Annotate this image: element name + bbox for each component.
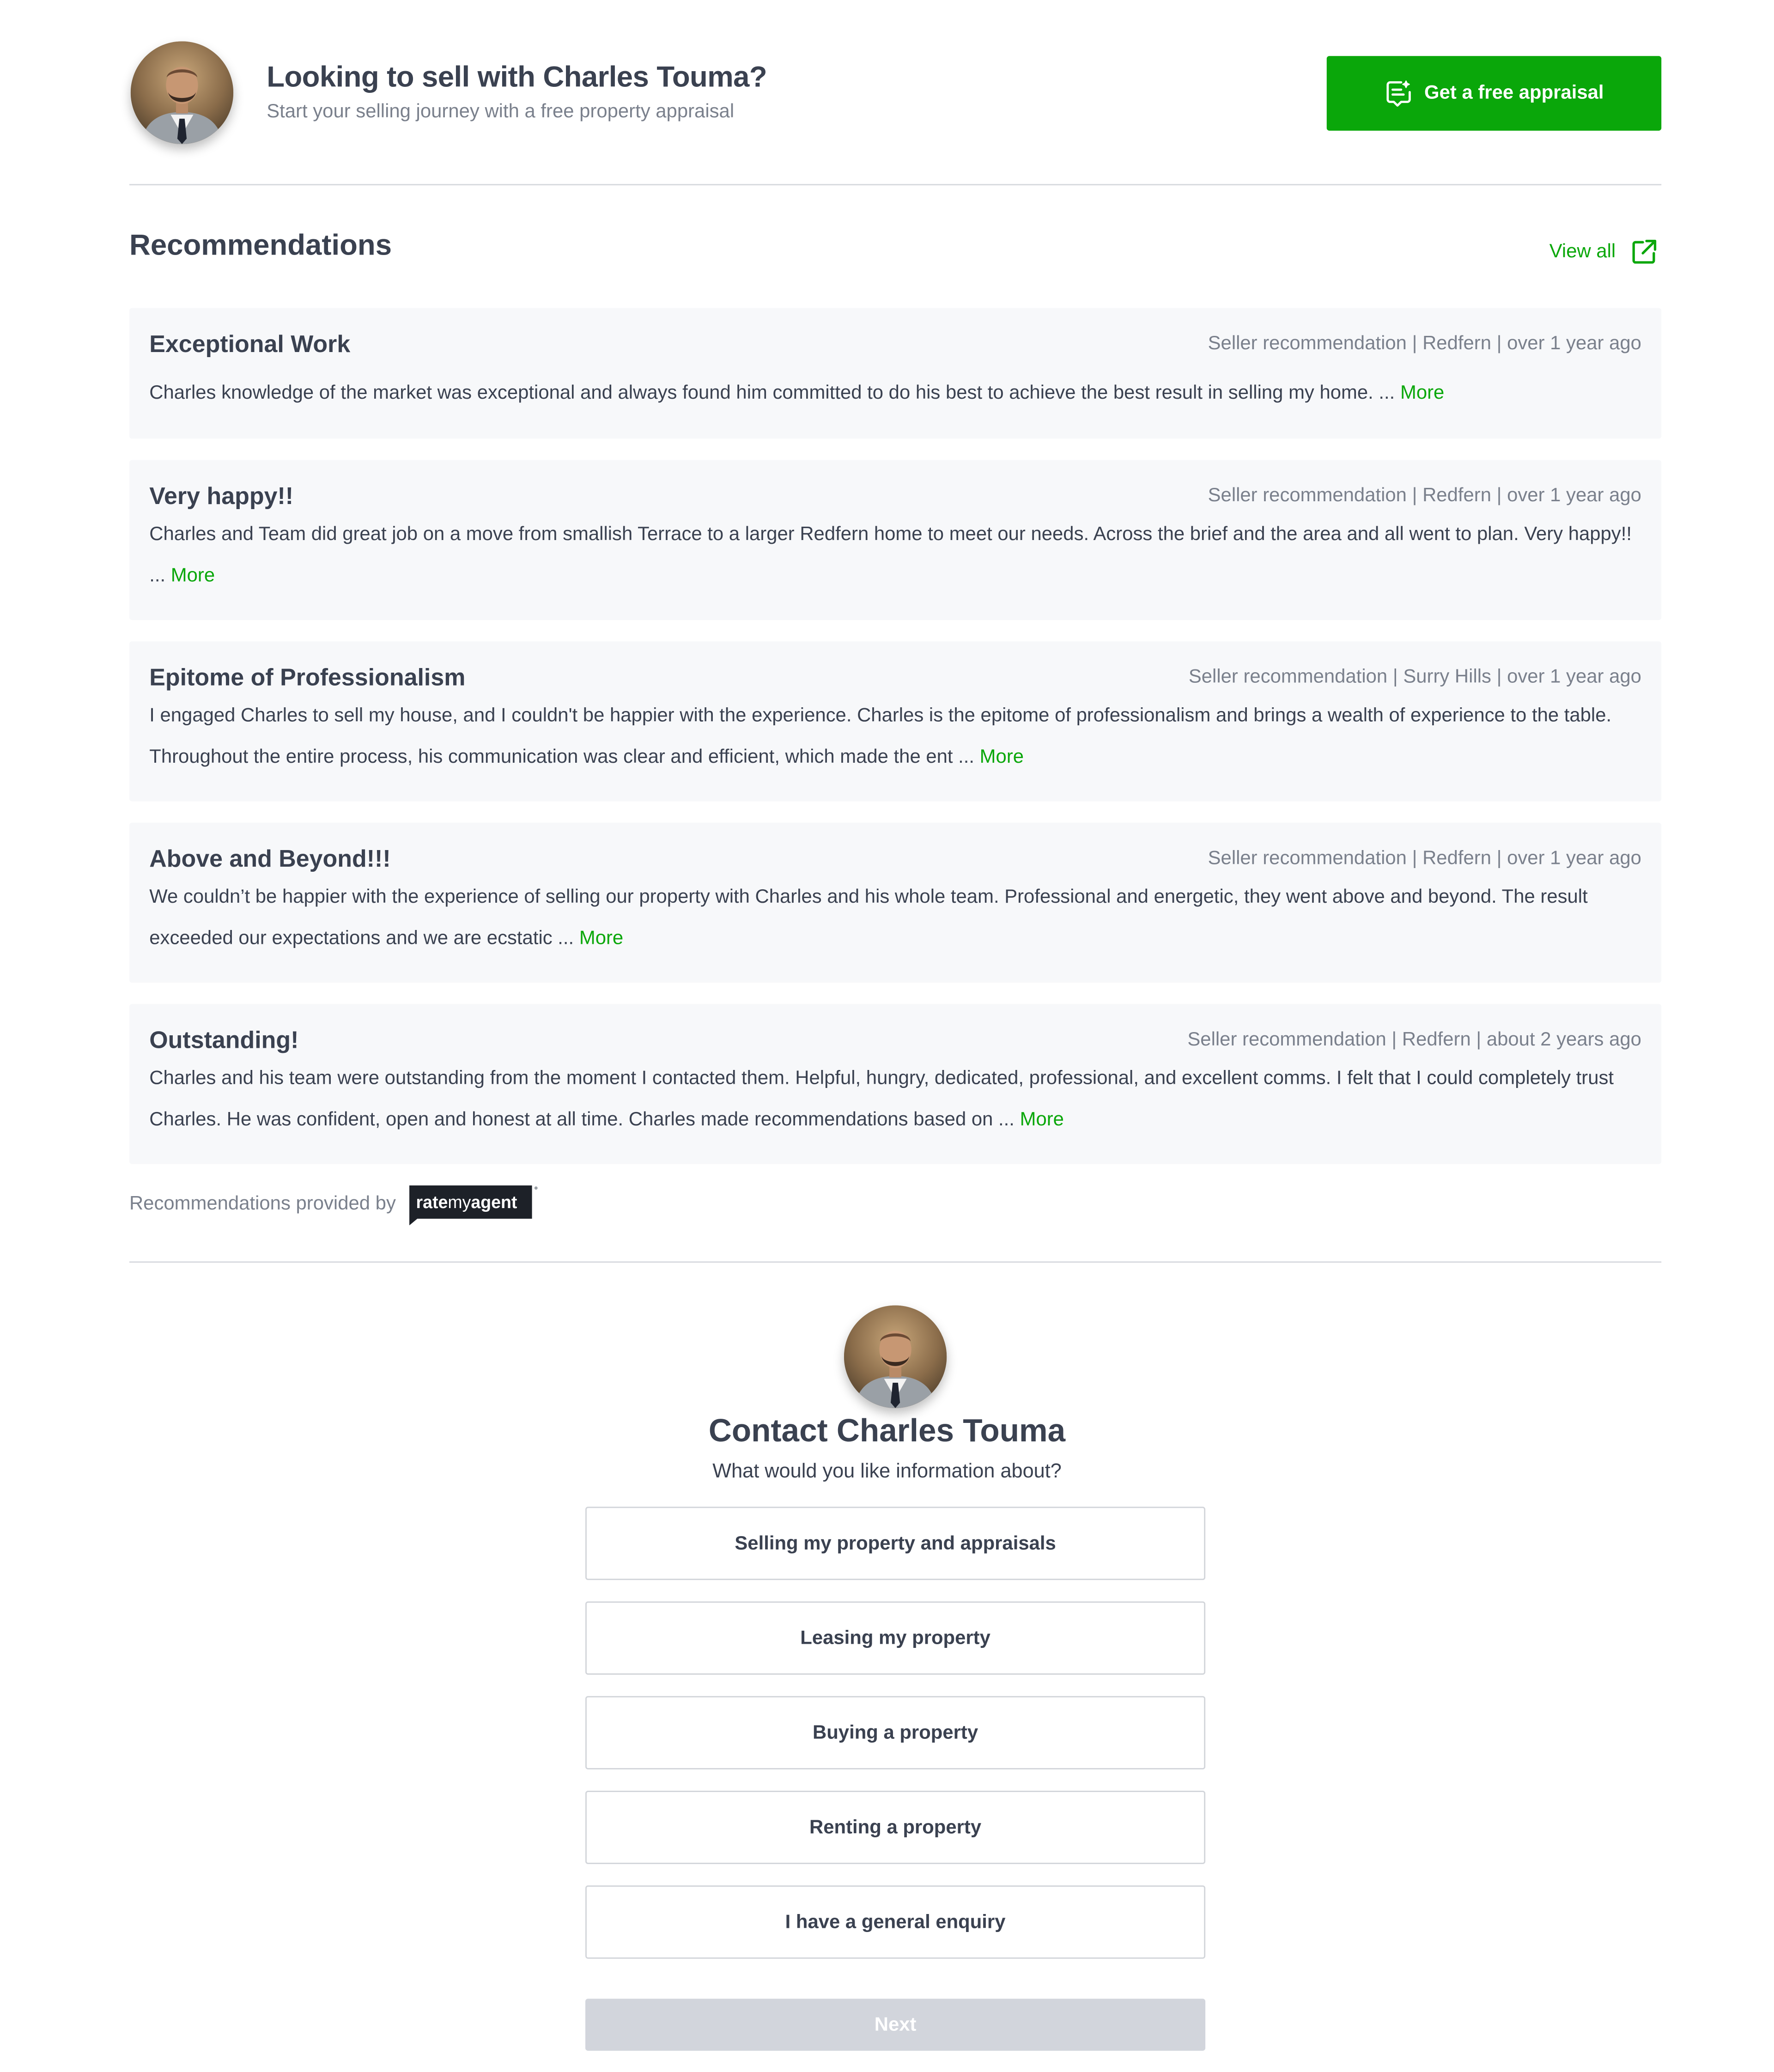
banner-title: Looking to sell with Charles Touma? bbox=[267, 60, 767, 94]
recommendation-text: I engaged Charles to sell my house, and I couldn't be happier with the experience. Charles is the epitome of professionalism and brings a wealth of experience to the table. Throughout the entire process, his communication was clear and efficient, which made the ent ... bbox=[149, 705, 1612, 768]
recommendation-text: Charles and his team were outstanding from the moment I contacted them. Helpful, hungry, dedicated, professional, and excellent comms. I felt that I could completely trust Charles. He was confident, open and honest at all time. Charles made recommendations based on ... bbox=[149, 1068, 1614, 1131]
option-general-enquiry[interactable]: I have a general enquiry bbox=[585, 1885, 1205, 1959]
recommendation-title: Epitome of Professionalism bbox=[149, 664, 466, 691]
more-link[interactable]: More bbox=[1400, 383, 1445, 404]
more-link[interactable]: More bbox=[1020, 1109, 1064, 1131]
logo-part-my: my bbox=[448, 1192, 471, 1212]
recommendation-card bbox=[129, 1004, 1661, 1164]
option-leasing[interactable]: Leasing my property bbox=[585, 1601, 1205, 1675]
recommendation-meta: Seller recommendation | Redfern | over 1 year ago bbox=[1208, 333, 1641, 355]
recommendation-meta: Seller recommendation | Redfern | about 2 years ago bbox=[1187, 1029, 1641, 1051]
more-link[interactable]: More bbox=[979, 747, 1024, 768]
more-link[interactable]: More bbox=[579, 928, 624, 949]
agent-photo bbox=[844, 1306, 947, 1408]
contact-subtitle: What would you like information about? bbox=[712, 1460, 1062, 1483]
appraisal-icon bbox=[1384, 79, 1413, 108]
recommendation-text-block bbox=[149, 877, 1641, 960]
recommendation-card bbox=[129, 460, 1661, 620]
recommendation-text: We couldn’t be happier with the experience of selling our property with Charles and his whole team. Professional and energetic, they went above and beyond. The result exceeded our expectations and we are ecstatic ... bbox=[149, 887, 1588, 949]
recommendation-title: Exceptional Work bbox=[149, 330, 351, 358]
recommendation-meta: Seller recommendation | Redfern | over 1 year ago bbox=[1208, 848, 1641, 869]
recommendation-card bbox=[129, 641, 1661, 801]
next-button[interactable]: Next bbox=[585, 1999, 1205, 2051]
get-free-appraisal-button[interactable] bbox=[1327, 56, 1661, 131]
svg-text:ratemyagent bbox=[416, 1192, 517, 1212]
divider bbox=[129, 184, 1661, 185]
recommendation-card bbox=[129, 823, 1661, 983]
recommendation-title: Above and Beyond!!! bbox=[149, 845, 391, 872]
recommendation-meta: Seller recommendation | Surry Hills | over 1 year ago bbox=[1188, 667, 1641, 688]
contact-title: Contact Charles Touma bbox=[708, 1413, 1066, 1450]
view-all-label: View all bbox=[1549, 241, 1616, 263]
recommendation-meta: Seller recommendation | Redfern | over 1 year ago bbox=[1208, 485, 1641, 507]
view-all-link[interactable] bbox=[1549, 237, 1659, 267]
external-link-icon bbox=[1629, 237, 1658, 267]
appraisal-button-label: Get a free appraisal bbox=[1424, 82, 1604, 104]
ratemyagent-logo[interactable] bbox=[407, 1185, 535, 1223]
recommendation-text: Charles knowledge of the market was exceptional and always found him committed to do his best to achieve the best result in selling my home. ... bbox=[149, 383, 1395, 404]
option-renting[interactable]: Renting a property bbox=[585, 1791, 1205, 1864]
logo-part-agent: agent bbox=[471, 1192, 517, 1212]
recommendation-text-block bbox=[149, 696, 1641, 779]
recommendation-text: Charles and Team did great job on a move from smallish Terrace to a larger Redfern home to meet our needs. Across the brief and the area and all went to plan. Very happy!! ... bbox=[149, 524, 1632, 587]
more-link[interactable]: More bbox=[170, 565, 215, 587]
banner-subtitle: Start your selling journey with a free property appraisal bbox=[267, 101, 735, 123]
recommendation-card bbox=[129, 308, 1661, 439]
agent-photo bbox=[131, 41, 233, 144]
contact-agent-avatar bbox=[844, 1306, 947, 1408]
recommendations-provided-by bbox=[129, 1185, 535, 1223]
recommendations-heading: Recommendations bbox=[129, 228, 392, 261]
recommendation-text-block bbox=[149, 373, 1641, 414]
recommendation-title: Very happy!! bbox=[149, 482, 294, 510]
logo-part-rate: rate bbox=[416, 1192, 448, 1212]
divider bbox=[129, 1261, 1661, 1263]
recommendation-text-block bbox=[149, 1059, 1641, 1142]
option-buying[interactable]: Buying a property bbox=[585, 1696, 1205, 1769]
agent-avatar bbox=[131, 41, 233, 144]
recommendation-text-block bbox=[149, 515, 1641, 597]
option-selling[interactable]: Selling my property and appraisals bbox=[585, 1507, 1205, 1580]
provided-by-label: Recommendations provided by bbox=[129, 1193, 396, 1215]
recommendation-title: Outstanding! bbox=[149, 1027, 299, 1054]
sell-banner bbox=[129, 40, 1661, 147]
